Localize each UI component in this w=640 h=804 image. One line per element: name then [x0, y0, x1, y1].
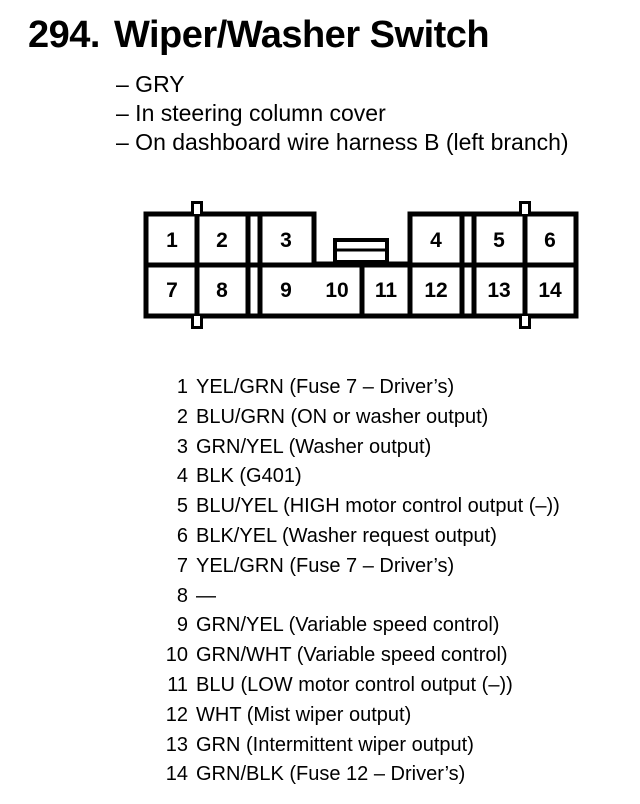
list-item [160, 611, 560, 641]
note-color: – GRY [116, 71, 185, 97]
pin-number: 11 [167, 673, 188, 696]
list-item [160, 701, 560, 731]
pin-number: 8 [176, 584, 188, 607]
cavity-12: 12 [424, 279, 448, 302]
pin-number: 10 [165, 644, 188, 667]
pin-number: 1 [176, 376, 188, 398]
cavity-1: 1 [166, 229, 178, 252]
cavity-2: 2 [216, 229, 228, 252]
cavity-8: 8 [216, 279, 228, 302]
list-item [160, 522, 560, 552]
cavity-14: 14 [538, 279, 562, 302]
pin-number: 14 [165, 763, 188, 786]
list-item [160, 641, 560, 671]
pin-description: — [196, 584, 216, 607]
cavity-5: 5 [493, 229, 505, 252]
pin-number: 2 [176, 405, 188, 428]
pin-description: BLU/YEL (HIGH motor control output (–)) [196, 495, 560, 518]
pin-number: 12 [165, 703, 188, 726]
pin-description: GRN/BLK (Fuse 12 – Driver’s) [196, 763, 466, 786]
pin-description: BLK (G401) [196, 465, 302, 488]
title-text: Wiper/Washer Switch [113, 14, 490, 56]
list-item [160, 403, 560, 433]
list-item [160, 462, 560, 492]
list-item [160, 492, 560, 522]
title-number: 294. [28, 14, 100, 56]
cavity-9: 9 [280, 279, 292, 302]
pin-description: BLK/YEL (Washer request output) [196, 524, 497, 547]
cavity-3: 3 [280, 229, 292, 252]
cavity-6: 6 [544, 229, 556, 252]
cavity-10: 10 [325, 279, 349, 302]
pin-number: 6 [176, 524, 188, 547]
pin-description: WHT (Mist wiper output) [196, 703, 412, 726]
list-item [160, 582, 560, 612]
pin-description: YEL/GRN (Fuse 7 – Driver’s) [196, 376, 455, 398]
cavity-13: 13 [487, 279, 511, 302]
pin-description: GRN (Intermittent wiper output) [196, 733, 474, 756]
cavity-11: 11 [374, 279, 398, 302]
pin-number: 13 [165, 733, 188, 756]
list-item [160, 760, 560, 790]
pin-description: BLU/GRN (ON or washer output) [196, 405, 489, 428]
pin-number: 7 [176, 554, 188, 577]
pin-number: 4 [176, 465, 188, 488]
pin-list [160, 373, 560, 790]
cavity-7: 7 [166, 279, 178, 302]
list-item [160, 671, 560, 701]
pin-description: GRN/YEL (Variable speed control) [196, 614, 500, 637]
pin-number: 9 [176, 614, 188, 637]
pin-number: 5 [176, 495, 188, 518]
connector-diagram [0, 0, 640, 360]
pin-description: YEL/GRN (Fuse 7 – Driver’s) [196, 554, 455, 577]
list-item [160, 433, 560, 463]
cavity-4: 4 [430, 229, 442, 252]
list-item [160, 552, 560, 582]
pin-description: GRN/WHT (Variable speed control) [196, 644, 508, 667]
pin-description: GRN/YEL (Washer output) [196, 435, 432, 458]
note-location: – In steering column cover [116, 100, 386, 126]
list-item [160, 373, 560, 403]
note-harness: – On dashboard wire harness B (left branch) [116, 129, 569, 155]
list-item [160, 731, 560, 761]
pin-number: 3 [176, 435, 188, 458]
pin-description: BLU (LOW motor control output (–)) [196, 673, 513, 696]
